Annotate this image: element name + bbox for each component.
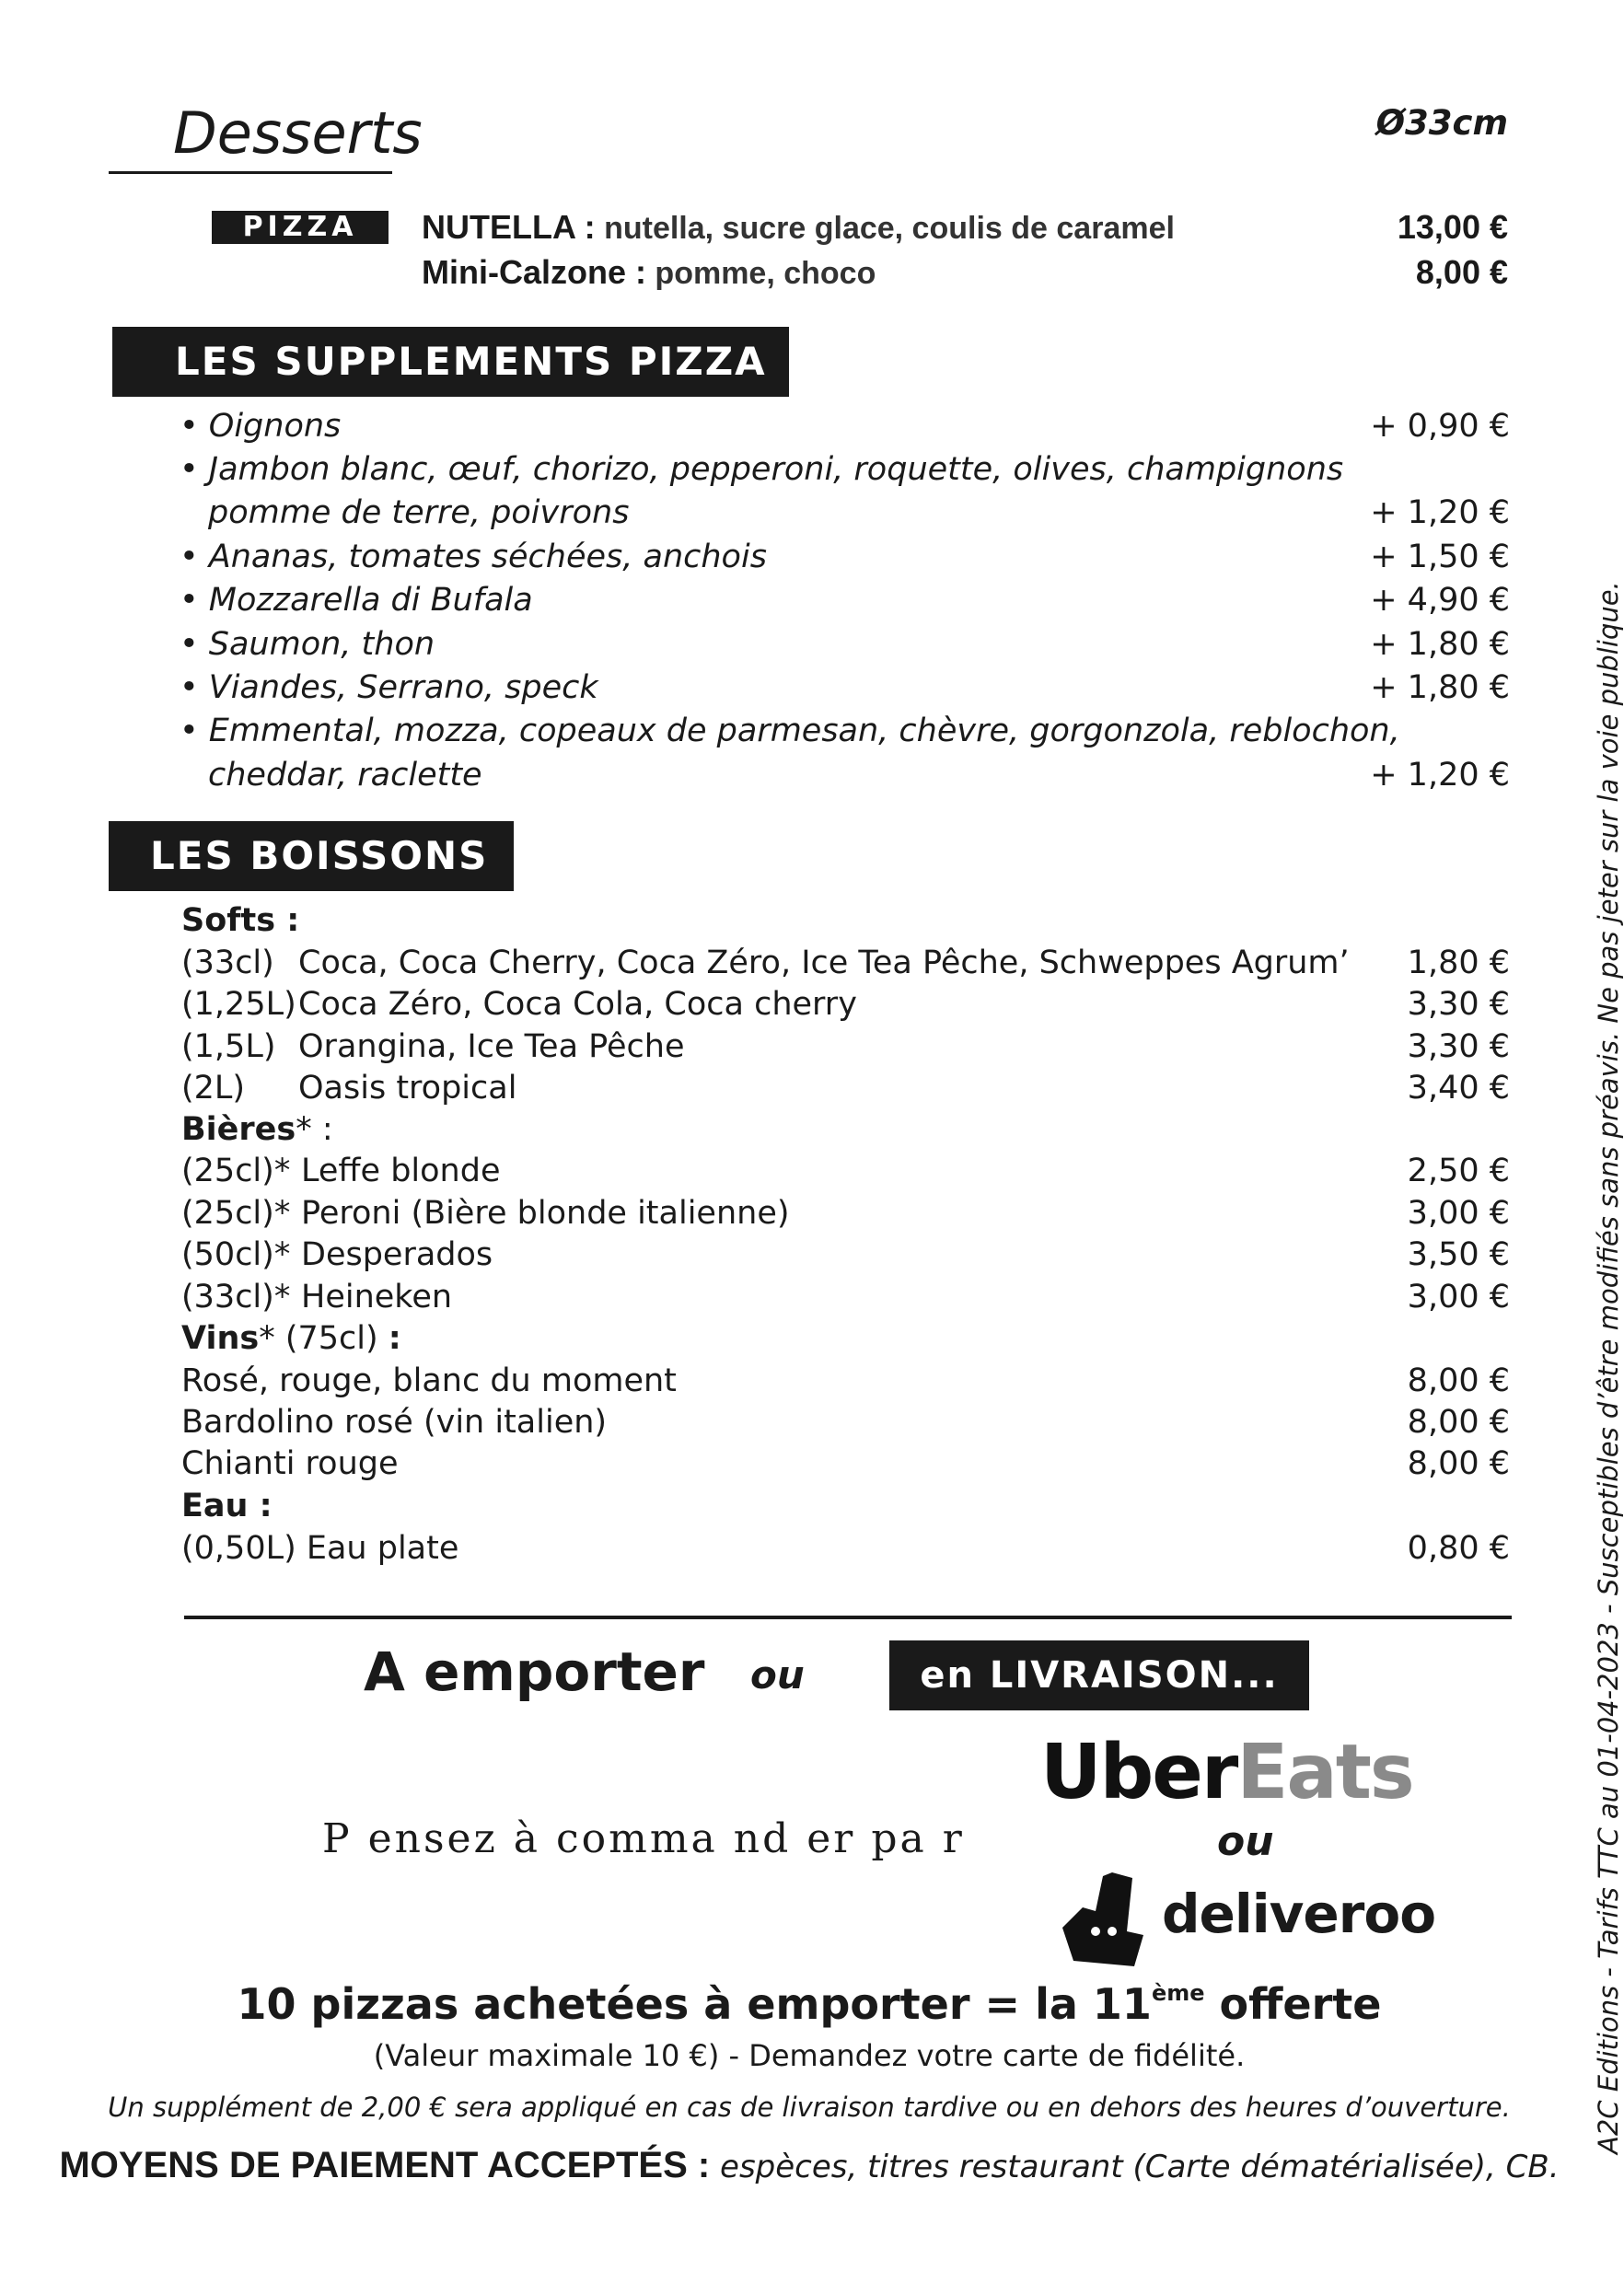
vins-label-text: Vins: [181, 1320, 260, 1357]
supplement-price: + 1,50 €: [1370, 539, 1510, 575]
drink-row: [0, 1070, 1618, 1114]
drink-name: (0,50L) Eau plate: [181, 1530, 459, 1567]
drink-row: [0, 1236, 1618, 1281]
emporter-label: A emporter: [364, 1640, 705, 1703]
ou-label: ou: [750, 1652, 805, 1698]
drink-name: Chianti rouge: [181, 1445, 399, 1482]
section-title-desserts: Desserts: [173, 99, 423, 167]
supplement-text: • Mozzarella di Bufala: [180, 582, 533, 619]
deliveroo-logo-text: deliveroo: [1162, 1883, 1436, 1945]
section-title-boissons: LES BOISSONS: [109, 821, 514, 891]
supplement-row: [0, 494, 1618, 539]
drink-name: Heineken: [301, 1279, 453, 1315]
drink-price: 3,00 €: [1407, 1279, 1510, 1315]
pizza-tag: PIZZA: [212, 211, 389, 244]
drink-name: Oasis tropical: [298, 1070, 517, 1107]
drink-name: Leffe blonde: [301, 1153, 501, 1189]
drink-row: [0, 1404, 1618, 1448]
supplement-price: + 4,90 €: [1370, 582, 1510, 619]
supplement-note: Un supplément de 2,00 € sera appliqué en cas de livraison tardive ou en dehors des heures d’ouverture.: [108, 2092, 1511, 2123]
drink-price: 3,30 €: [1407, 986, 1510, 1023]
supplement-row: [0, 713, 1618, 757]
drink-price: 3,00 €: [1407, 1195, 1510, 1232]
drink-volume: (25cl)*: [181, 1153, 291, 1189]
drink-price: 3,40 €: [1407, 1070, 1510, 1107]
dessert-name: [422, 253, 876, 292]
drink-row: [0, 944, 1618, 989]
fidelite-main: 10 pizzas achetées à emporter = la 11: [237, 1979, 1152, 2029]
fidelite-sup: ème: [1151, 1980, 1205, 2006]
drink-price: 8,00 €: [1407, 1445, 1510, 1482]
drink-price: 2,50 €: [1407, 1153, 1510, 1189]
supplement-text: • Ananas, tomates séchées, anchois: [180, 539, 767, 575]
dessert-desc: nutella, sucre glace, coulis de caramel: [595, 211, 1175, 246]
supplement-price: + 1,80 €: [1370, 626, 1510, 663]
dessert-name-text: Mini-Calzone :: [422, 253, 646, 291]
drink-row: [0, 1195, 1618, 1239]
bieres-label-text: Bières: [181, 1111, 296, 1148]
drink-volume: (1,5L): [181, 1028, 276, 1065]
drink-price: 8,00 €: [1407, 1362, 1510, 1399]
ubereats-eats: Eats: [1236, 1729, 1413, 1816]
vins-label: [181, 1320, 401, 1357]
deliveroo-kangaroo-icon: [1055, 1871, 1147, 1974]
side-legal-note: A2C Editions - Tarifs TTC au 01-04-2023 - Susceptibles d’être modifiés sans préavis. Ne pas jeter sur la voie publique.: [1593, 581, 1624, 2154]
drink-volume: (2L): [181, 1070, 246, 1107]
drink-row: [0, 1445, 1618, 1489]
drink-category: [0, 1320, 1618, 1364]
drink-price: 3,30 €: [1407, 1028, 1510, 1065]
dessert-desc: pomme, choco: [645, 256, 876, 291]
payment-label: MOYENS DE PAIEMENT ACCEPTÉS :: [59, 2145, 711, 2185]
dessert-name-text: NUTELLA :: [422, 208, 596, 246]
supplement-row: [0, 451, 1618, 495]
section-title-supplements: LES SUPPLEMENTS PIZZA: [112, 327, 789, 397]
drink-name: Rosé, rouge, blanc du moment: [181, 1362, 677, 1399]
bieres-label: [181, 1111, 333, 1148]
drink-category: [0, 1111, 1618, 1155]
supplement-row: [0, 626, 1618, 670]
vins-label-colon: :: [388, 1320, 401, 1357]
fidelite-end: offerte: [1204, 1979, 1382, 2029]
supplement-price: + 1,20 €: [1370, 757, 1510, 794]
supplement-row: [0, 408, 1618, 452]
supplement-row: [0, 582, 1618, 626]
dessert-row: [0, 251, 1618, 296]
supplement-text: • Saumon, thon: [180, 626, 435, 663]
supplement-text: cheddar, raclette: [208, 757, 482, 794]
supplement-price: + 0,90 €: [1370, 408, 1510, 445]
supplement-price: + 1,80 €: [1370, 669, 1510, 706]
drink-row: [0, 1153, 1618, 1197]
drink-volume: (25cl)*: [181, 1195, 291, 1232]
drink-volume: (1,25L): [181, 986, 296, 1023]
ubereats-logo: [1040, 1729, 1413, 1816]
drink-category: [0, 902, 1618, 946]
drink-row: [0, 986, 1618, 1030]
drink-name: Orangina, Ice Tea Pêche: [298, 1028, 685, 1065]
dessert-price: 8,00 €: [1415, 253, 1508, 291]
drink-name: Coca Zéro, Coca Cola, Coca cherry: [298, 986, 857, 1023]
supplement-row: [0, 757, 1618, 801]
vins-label-suffix: * (75cl): [259, 1320, 389, 1357]
ubereats-uber: Uber: [1040, 1729, 1237, 1816]
dessert-name: [422, 208, 1175, 247]
drink-row: [0, 1028, 1618, 1072]
drink-row: [0, 1530, 1618, 1574]
payment-methods: [0, 2145, 1618, 2186]
pizza-size-label: Ø33cm: [1375, 103, 1508, 143]
separator-line: [184, 1616, 1512, 1619]
supplement-price: + 1,20 €: [1370, 494, 1510, 531]
drink-row: [0, 1279, 1618, 1323]
softs-label: Softs :: [181, 902, 300, 939]
supplement-row: [0, 539, 1618, 583]
pensez-text: P ensez à comma nd er pa r: [322, 1815, 965, 1862]
drink-category: [0, 1488, 1618, 1532]
supplement-row: [0, 669, 1618, 713]
drink-price: 8,00 €: [1407, 1404, 1510, 1441]
livraison-label: en LIVRAISON...: [889, 1640, 1309, 1710]
bieres-label-suffix: * :: [296, 1111, 333, 1148]
fidelite-offer: [0, 1979, 1618, 2029]
supplement-text: • Viandes, Serrano, speck: [180, 669, 598, 706]
dessert-price: 13,00 €: [1397, 208, 1508, 246]
drink-volume: (33cl): [181, 944, 274, 981]
drink-name: Bardolino rosé (vin italien): [181, 1404, 608, 1441]
dessert-row: [0, 206, 1618, 250]
eau-label: Eau :: [181, 1488, 273, 1524]
supplement-text: • Emmental, mozza, copeaux de parmesan, chèvre, gorgonzola, reblochon,: [180, 713, 1400, 749]
drink-row: [0, 1362, 1618, 1407]
supplement-text: pomme de terre, poivrons: [208, 494, 630, 531]
supplement-text: • Jambon blanc, œuf, chorizo, pepperoni, roquette, olives, champignons: [180, 451, 1344, 488]
drink-volume: (50cl)*: [181, 1236, 291, 1273]
drink-price: 3,50 €: [1407, 1236, 1510, 1273]
payment-value: espèces, titres restaurant (Carte dématérialisée), CB.: [710, 2149, 1560, 2185]
valeur-note: (Valeur maximale 10 €) - Demandez votre carte de fidélité.: [373, 2038, 1246, 2073]
drink-price: 0,80 €: [1407, 1530, 1510, 1567]
drink-name: Coca, Coca Cherry, Coca Zéro, Ice Tea Pêche, Schweppes Agrum’: [298, 944, 1350, 981]
drink-volume: (33cl)*: [181, 1279, 291, 1315]
drink-name: Desperados: [301, 1236, 493, 1273]
title-underline: [109, 171, 392, 174]
drink-price: 1,80 €: [1407, 944, 1510, 981]
drink-name: Peroni (Bière blonde italienne): [301, 1195, 790, 1232]
ou-label: ou: [1217, 1818, 1274, 1865]
supplement-text: • Oignons: [180, 408, 342, 445]
